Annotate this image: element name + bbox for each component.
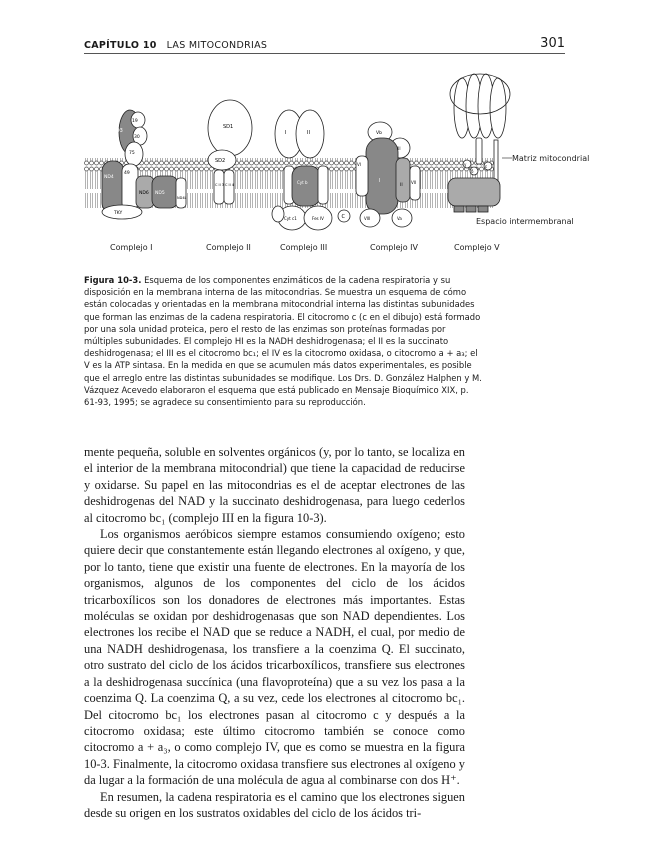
c5-label-2: δ: [471, 169, 474, 174]
membrane-diagram: [84, 66, 604, 262]
cytc-label: C: [341, 214, 345, 220]
c4-label-5: II: [400, 183, 403, 188]
c1-label-5: ND4: [104, 175, 114, 180]
complex-ii-label: Complejo II: [206, 243, 251, 252]
c3-label-4: Cyt c1: [284, 216, 297, 221]
complex-iv-label: Complejo IV: [370, 243, 418, 252]
matrix-label: Matriz mitocondrial: [512, 154, 590, 163]
c1-label-6: 49: [124, 171, 130, 176]
chapter-title: LAS MITOCONDRIAS: [166, 40, 268, 51]
caption-lead: Figura 10-3.: [84, 275, 142, 285]
figure-caption: [84, 274, 484, 408]
c1-label-8: ND5: [155, 191, 165, 196]
c3-label-3: Cyt b: [297, 180, 308, 185]
c5-label-1: γ: [464, 162, 467, 167]
c4-label-4: I: [379, 178, 381, 184]
c4-label-3: VII: [411, 180, 417, 185]
paragraph-1: mente pequeña, soluble en solventes orgánicos (y, por lo tanto, se localiza en el interior de la membrana mitocondrial) que tiene la capacidad de reducirse y oxidarse. Su papel en las mitocondrias es el de aceptar electrones de las deshidrogenas del NAD y la succinato deshidrogenasa, para luego cederlos al citocromo bc₁ (complejo III en la figura 10-3).: [84, 445, 465, 525]
c1-label-7: ND6: [139, 191, 149, 196]
paragraph-3: En resumen, la cadena respiratoria es el camino que los electrones siguen desde su origen en los sustratos oxidables del ciclo de los ácidos tri-: [84, 789, 465, 820]
c1-label-9: ND4L: [177, 196, 187, 200]
c4-label-7: Va: [397, 216, 402, 221]
caption-text: Esquema de los componentes enzimáticos de la cadena respiratoria y su disposición en la membrana interna de las mitocondrias. Se muestra un esquema de cómo están colocadas y orientadas en la membrana mitocondrial interna las distintas subunidades que forman las enzimas de la cadena respiratoria. El citocromo c (c en el dibujo) está formado por una sola unidad proteica, pero el resto de las enzimas son proteínas formadas por múltiples subunidades. El complejo HI es la NADH deshidrogenasa; el II es la succinato deshidrogenasa; el III es el citocromo bc₁; el IV es la citocromo oxidasa, o citocromo a + a₃; el V es la ATP sintasa. En la medida en que se acumulen más datos experimentales, es posible que el arreglo entre las distintas subunidades se modifique. Los Drs. D. González Halphen y M. Vázquez Acevedo elaboraron el esquema que está publicado en Mensaje Bioquímico XIX, p. 61-93, 1995; se agradece su consentimiento para su reproducción.: [84, 275, 482, 408]
c3-label-2: II: [307, 130, 310, 136]
page-number: 301: [540, 36, 565, 51]
c5-label-3: ε: [485, 164, 488, 169]
c1-label-10: TKY: [114, 211, 123, 216]
complex-iii-label: Complejo III: [280, 243, 328, 252]
c2-label-2: SD2: [215, 158, 226, 164]
c1-label-4: 75: [129, 151, 135, 156]
c3-label-5: Fes IV: [312, 216, 324, 221]
body-text: [84, 444, 465, 821]
header-rule: [84, 53, 565, 54]
c4-label-1: Vb: [376, 131, 382, 136]
c1-label-1: ND3: [112, 128, 123, 134]
paragraph-2: Los organismos aeróbicos siempre estamos consumiendo oxígeno; esto quiere decir que constantemente están llegando electrones al oxígeno, y que, por lo tanto, tiene que existir una fuente de electrones. En la mayoría de los organismos, algunos de los componentes del ciclo de los ácidos tricarboxílicos son los donadores de electrones más importantes. Estas moléculas se oxidan por deshidrogenasas que son NAD dependientes. Los electrones los recibe el NAD que se reduce a NADH, el cual, por medio de una NADH deshidrogenasa, los transfiere a la coenzima Q. El succinato, otro sustrato del ciclo de los ácidos tricarboxílicos, transfiere sus electrones a la deshidrogenasa succínica (una flavoproteína) que a su vez los pasa a la coenzima Q. La coenzima Q, a su vez, cede los electrones al citocromo bc₁. Del citocromo bc₁ los electrones pasan al citocromo c y después a la citocromo oxidasa; este último citocromo también se conoce como citocromo a + a₃, o como complejo IV, que es como se muestra en la figura 10-3. Finalmente, la citocromo oxidasa transfiere sus electrones al oxígeno y da lugar a la formación de una molécula de agua al combinarse con dos H⁺.: [84, 527, 465, 788]
complex-v-diagram: [448, 74, 510, 212]
c3-label-1: I: [285, 130, 287, 136]
c2-label-1: SD1: [223, 124, 234, 130]
c4-label-6: III: [397, 146, 401, 151]
respiratory-chain-figure: [84, 66, 604, 262]
c1-label-2: 19: [132, 119, 138, 124]
c1-label-3: 30: [134, 135, 140, 140]
complex-v-label: Complejo V: [454, 243, 500, 252]
cytochrome-c-diagram: [338, 210, 350, 222]
running-header: [84, 36, 565, 54]
c2-label-3: C II 3: [215, 183, 224, 187]
intermembrane-label: Espacio intermembranal: [476, 217, 574, 226]
chapter-heading: [84, 40, 267, 51]
chapter-label: CAPÍTULO 10: [84, 40, 157, 51]
complex-i-label: Complejo I: [110, 243, 153, 252]
c4-label-8: VIII: [364, 216, 371, 221]
c2-label-4: C II 4: [225, 183, 234, 187]
complex-iv-diagram: [356, 122, 420, 227]
c4-label-2: VI: [357, 162, 361, 167]
